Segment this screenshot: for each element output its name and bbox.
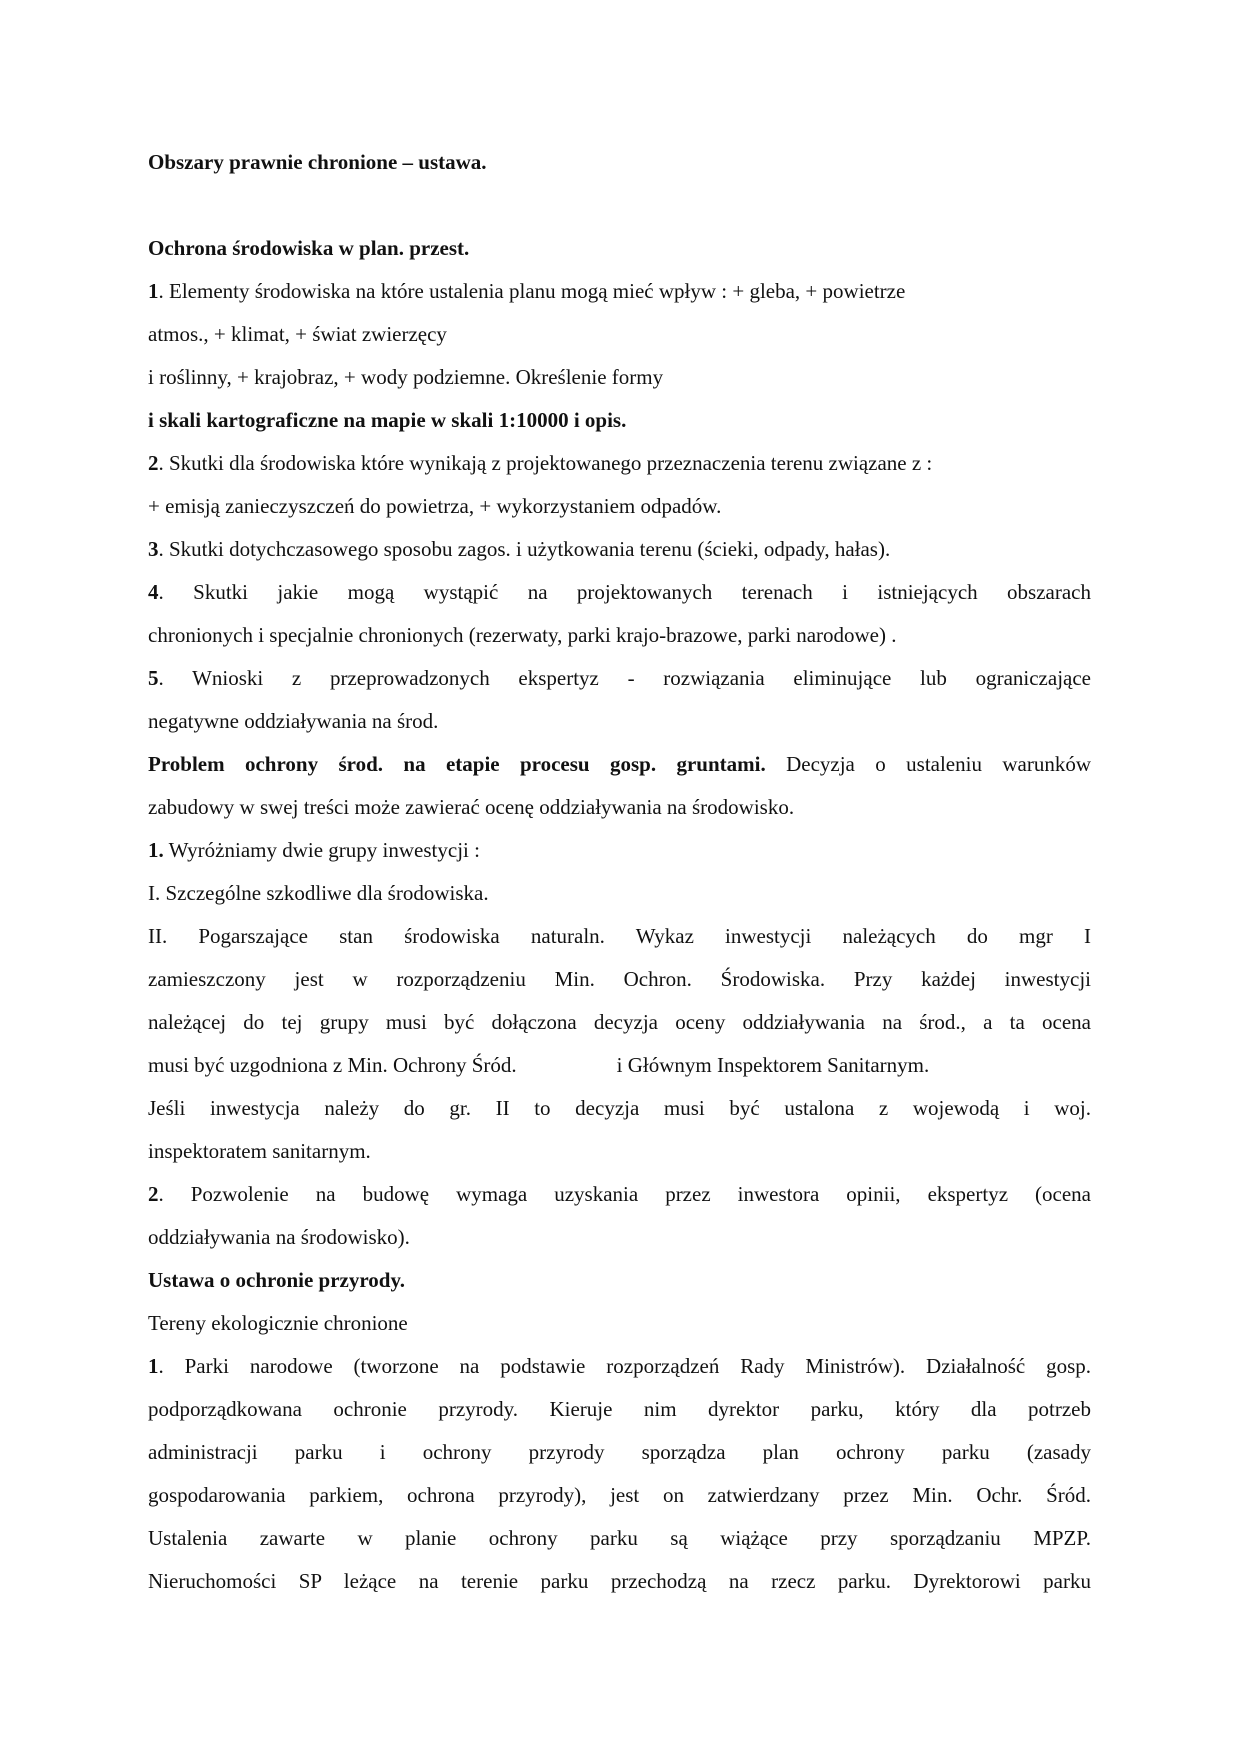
- text-line: [148, 915, 1091, 958]
- text: Tereny ekologicznie chronione: [148, 1311, 408, 1335]
- text: II. Pogarszające stan środowiska naturaln. Wykaz inwestycji należących do mgr I: [148, 924, 1091, 948]
- text: administracji parku i ochrony przyrody sporządza plan ochrony parku (zasady: [148, 1440, 1091, 1464]
- bold-text: Ustawa o ochronie przyrody.: [148, 1268, 406, 1292]
- text-line: [148, 1001, 1091, 1044]
- text-line: [148, 614, 1091, 657]
- text-line: [148, 1345, 1091, 1388]
- text-line: [148, 227, 1091, 270]
- document-title: [148, 141, 1091, 184]
- text: Decyzja o ustaleniu warunków: [765, 752, 1091, 776]
- text-line: [148, 1216, 1091, 1259]
- text-line: [148, 1044, 1091, 1087]
- text: . Parki narodowe (tworzone na podstawie rozporządzeń Rady Ministrów). Działalność gosp.: [158, 1354, 1091, 1378]
- document-page: [148, 141, 1091, 1603]
- text: zabudowy w swej treści może zawierać ocenę oddziaływania na środowisko.: [148, 795, 795, 819]
- text: I. Szczególne szkodliwe dla środowiska.: [148, 881, 489, 905]
- text-line: [148, 442, 1091, 485]
- bold-text: i skali kartograficzne na mapie w skali 1:10000 i opis.: [148, 408, 627, 432]
- text-line: [148, 1087, 1091, 1130]
- text-line: [148, 399, 1091, 442]
- text: Ustalenia zawarte w planie ochrony parku są wiążące przy sporządzaniu MPZP.: [148, 1526, 1091, 1550]
- text-line: [148, 743, 1091, 786]
- text-line: [148, 700, 1091, 743]
- bold-text: Ochrona środowiska w plan. przest.: [148, 236, 470, 260]
- text-line: [148, 1130, 1091, 1173]
- text: musi być uzgodniona z Min. Ochrony Śród.: [148, 1053, 517, 1077]
- text-line: [148, 270, 1091, 313]
- text-line: [148, 1560, 1091, 1603]
- text: . Elementy środowiska na które ustalenia planu mogą mieć wpływ : + gleba, + powietrze: [158, 279, 906, 303]
- text-line: [148, 1259, 1091, 1302]
- text-line: [148, 485, 1091, 528]
- text: . Skutki dotychczasowego sposobu zagos. i użytkowania terenu (ścieki, odpady, hałas).: [158, 537, 891, 561]
- text-line: [148, 872, 1091, 915]
- text-line: [148, 1388, 1091, 1431]
- bold-text: 1: [148, 279, 159, 303]
- text-line: [148, 313, 1091, 356]
- text: inspektoratem sanitarnym.: [148, 1139, 371, 1163]
- text-line: [148, 1431, 1091, 1474]
- text-line: [148, 786, 1091, 829]
- text: . Pozwolenie na budowę wymaga uzyskania przez inwestora opinii, ekspertyz (ocena: [158, 1182, 1091, 1206]
- text: negatywne oddziaływania na środ.: [148, 709, 439, 733]
- text-line: [148, 1302, 1091, 1345]
- bold-text: Obszary prawnie chronione – ustawa.: [148, 150, 487, 174]
- text: . Wnioski z przeprowadzonych ekspertyz - rozwiązania eliminujące lub ograniczające: [158, 666, 1091, 690]
- text-line: [148, 1474, 1091, 1517]
- text-line: [148, 571, 1091, 614]
- text: Nieruchomości SP leżące na terenie parku przechodzą na rzecz parku. Dyrektorowi parku: [148, 1569, 1091, 1593]
- text: podporządkowana ochronie przyrody. Kieruje nim dyrektor parku, który dla potrzeb: [148, 1397, 1091, 1421]
- text: i roślinny, + krajobraz, + wody podziemne. Określenie formy: [148, 365, 664, 389]
- text: gospodarowania parkiem, ochrona przyrody), jest on zatwierdzany przez Min. Ochr. Śród.: [148, 1483, 1091, 1507]
- text: + emisją zanieczyszczeń do powietrza, + wykorzystaniem odpadów.: [148, 494, 722, 518]
- bold-text: 4: [148, 580, 159, 604]
- text-line: [148, 1517, 1091, 1560]
- text-line: [148, 829, 1091, 872]
- text: Wyróżniamy dwie grupy inwestycji :: [163, 838, 480, 862]
- bold-text: 1: [148, 1354, 159, 1378]
- text: i Głównym Inspektorem Sanitarnym.: [616, 1053, 930, 1077]
- text: zamieszczony jest w rozporządzeniu Min. Ochron. Środowiska. Przy każdej inwestycji: [148, 967, 1091, 991]
- bold-text: Problem ochrony środ. na etapie procesu gosp. gruntami.: [148, 752, 766, 776]
- text-line: [148, 958, 1091, 1001]
- text-line: [148, 657, 1091, 700]
- text: atmos., + klimat, + świat zwierzęcy: [148, 322, 447, 346]
- text: chronionych i specjalnie chronionych (rezerwaty, parki krajo-brazowe, parki narodowe) .: [148, 623, 897, 647]
- bold-text: 5: [148, 666, 159, 690]
- bold-text: 3: [148, 537, 159, 561]
- text-line: [148, 1173, 1091, 1216]
- text-line: [148, 356, 1091, 399]
- bold-text: 2: [148, 451, 159, 475]
- text: należącej do tej grupy musi być dołączona decyzja oceny oddziaływania na środ., a ta ocena: [148, 1010, 1091, 1034]
- text: Jeśli inwestycja należy do gr. II to decyzja musi być ustalona z wojewodą i woj.: [148, 1096, 1091, 1120]
- blank-line: [148, 184, 1091, 227]
- bold-text: 2: [148, 1182, 159, 1206]
- text: . Skutki jakie mogą wystąpić na projektowanych terenach i istniejących obszarach: [158, 580, 1091, 604]
- text: oddziaływania na środowisko).: [148, 1225, 410, 1249]
- text-line: [148, 528, 1091, 571]
- text: . Skutki dla środowiska które wynikają z projektowanego przeznaczenia terenu związane z :: [158, 451, 933, 475]
- bold-text: 1.: [148, 838, 164, 862]
